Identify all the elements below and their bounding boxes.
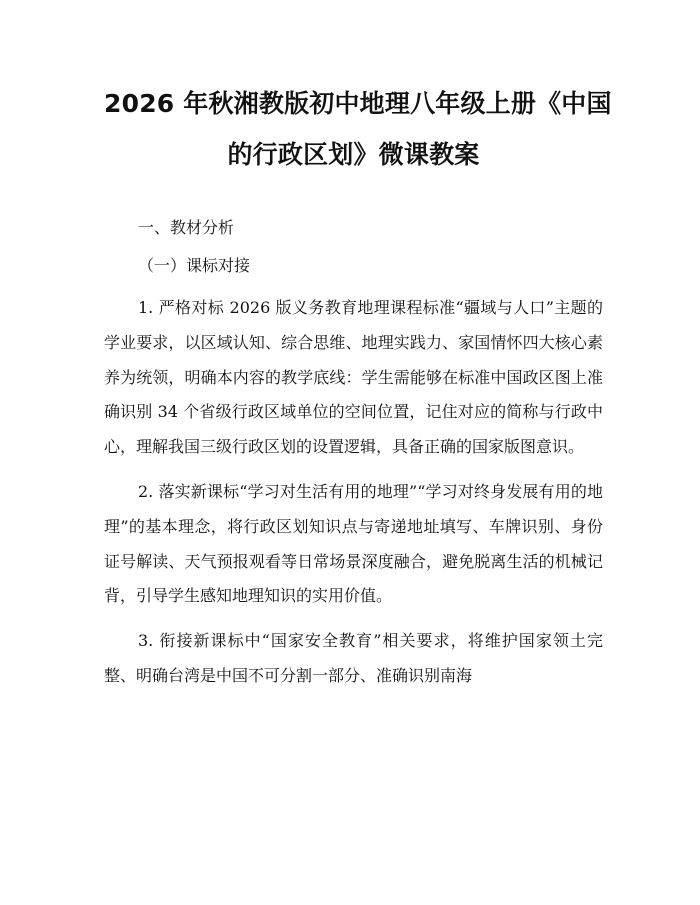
subsection-heading-curriculum-alignment: （一）课标对接 [138, 256, 251, 275]
paragraph-1: 1. 严格对标 2026 版义务教育地理课程标准“疆域与人口”主题的学业要求，以区域认知、综合思维、地理实践力、家国情怀四大核心素养为统领，明确本内容的教学底线：学生需能够在标准中国政区图上准确识别 34 个省级行政区域单位的空间位置，记住对应的简称与行政中心，理解我国三级行政区划的设置逻辑，具备正确的国家版图意识。 [104, 298, 603, 457]
title-line-2: 的行政区划》微课教案 [227, 140, 480, 169]
paragraph-3: 3. 衔接新课标中“国家安全教育”相关要求，将维护国家领土完整、明确台湾是中国不可分割一部分、准确识别南海 [104, 631, 603, 685]
title-line-1: 2026 年秋湘教版初中地理八年级上册《中国 [104, 89, 612, 118]
paragraph-2: 2. 落实新课标“学习对生活有用的地理”“学习对终身发展有用的地理”的基本理念，将行政区划知识点与寄递地址填写、车牌识别、身份证号解读、天气预报观看等日常场景深度融合，避免脱离生活的机械记背，引导学生感知地理知识的实用价值。 [104, 481, 603, 606]
document-title [104, 78, 612, 180]
section-heading-teaching-analysis: 一、教材分析 [138, 218, 235, 237]
